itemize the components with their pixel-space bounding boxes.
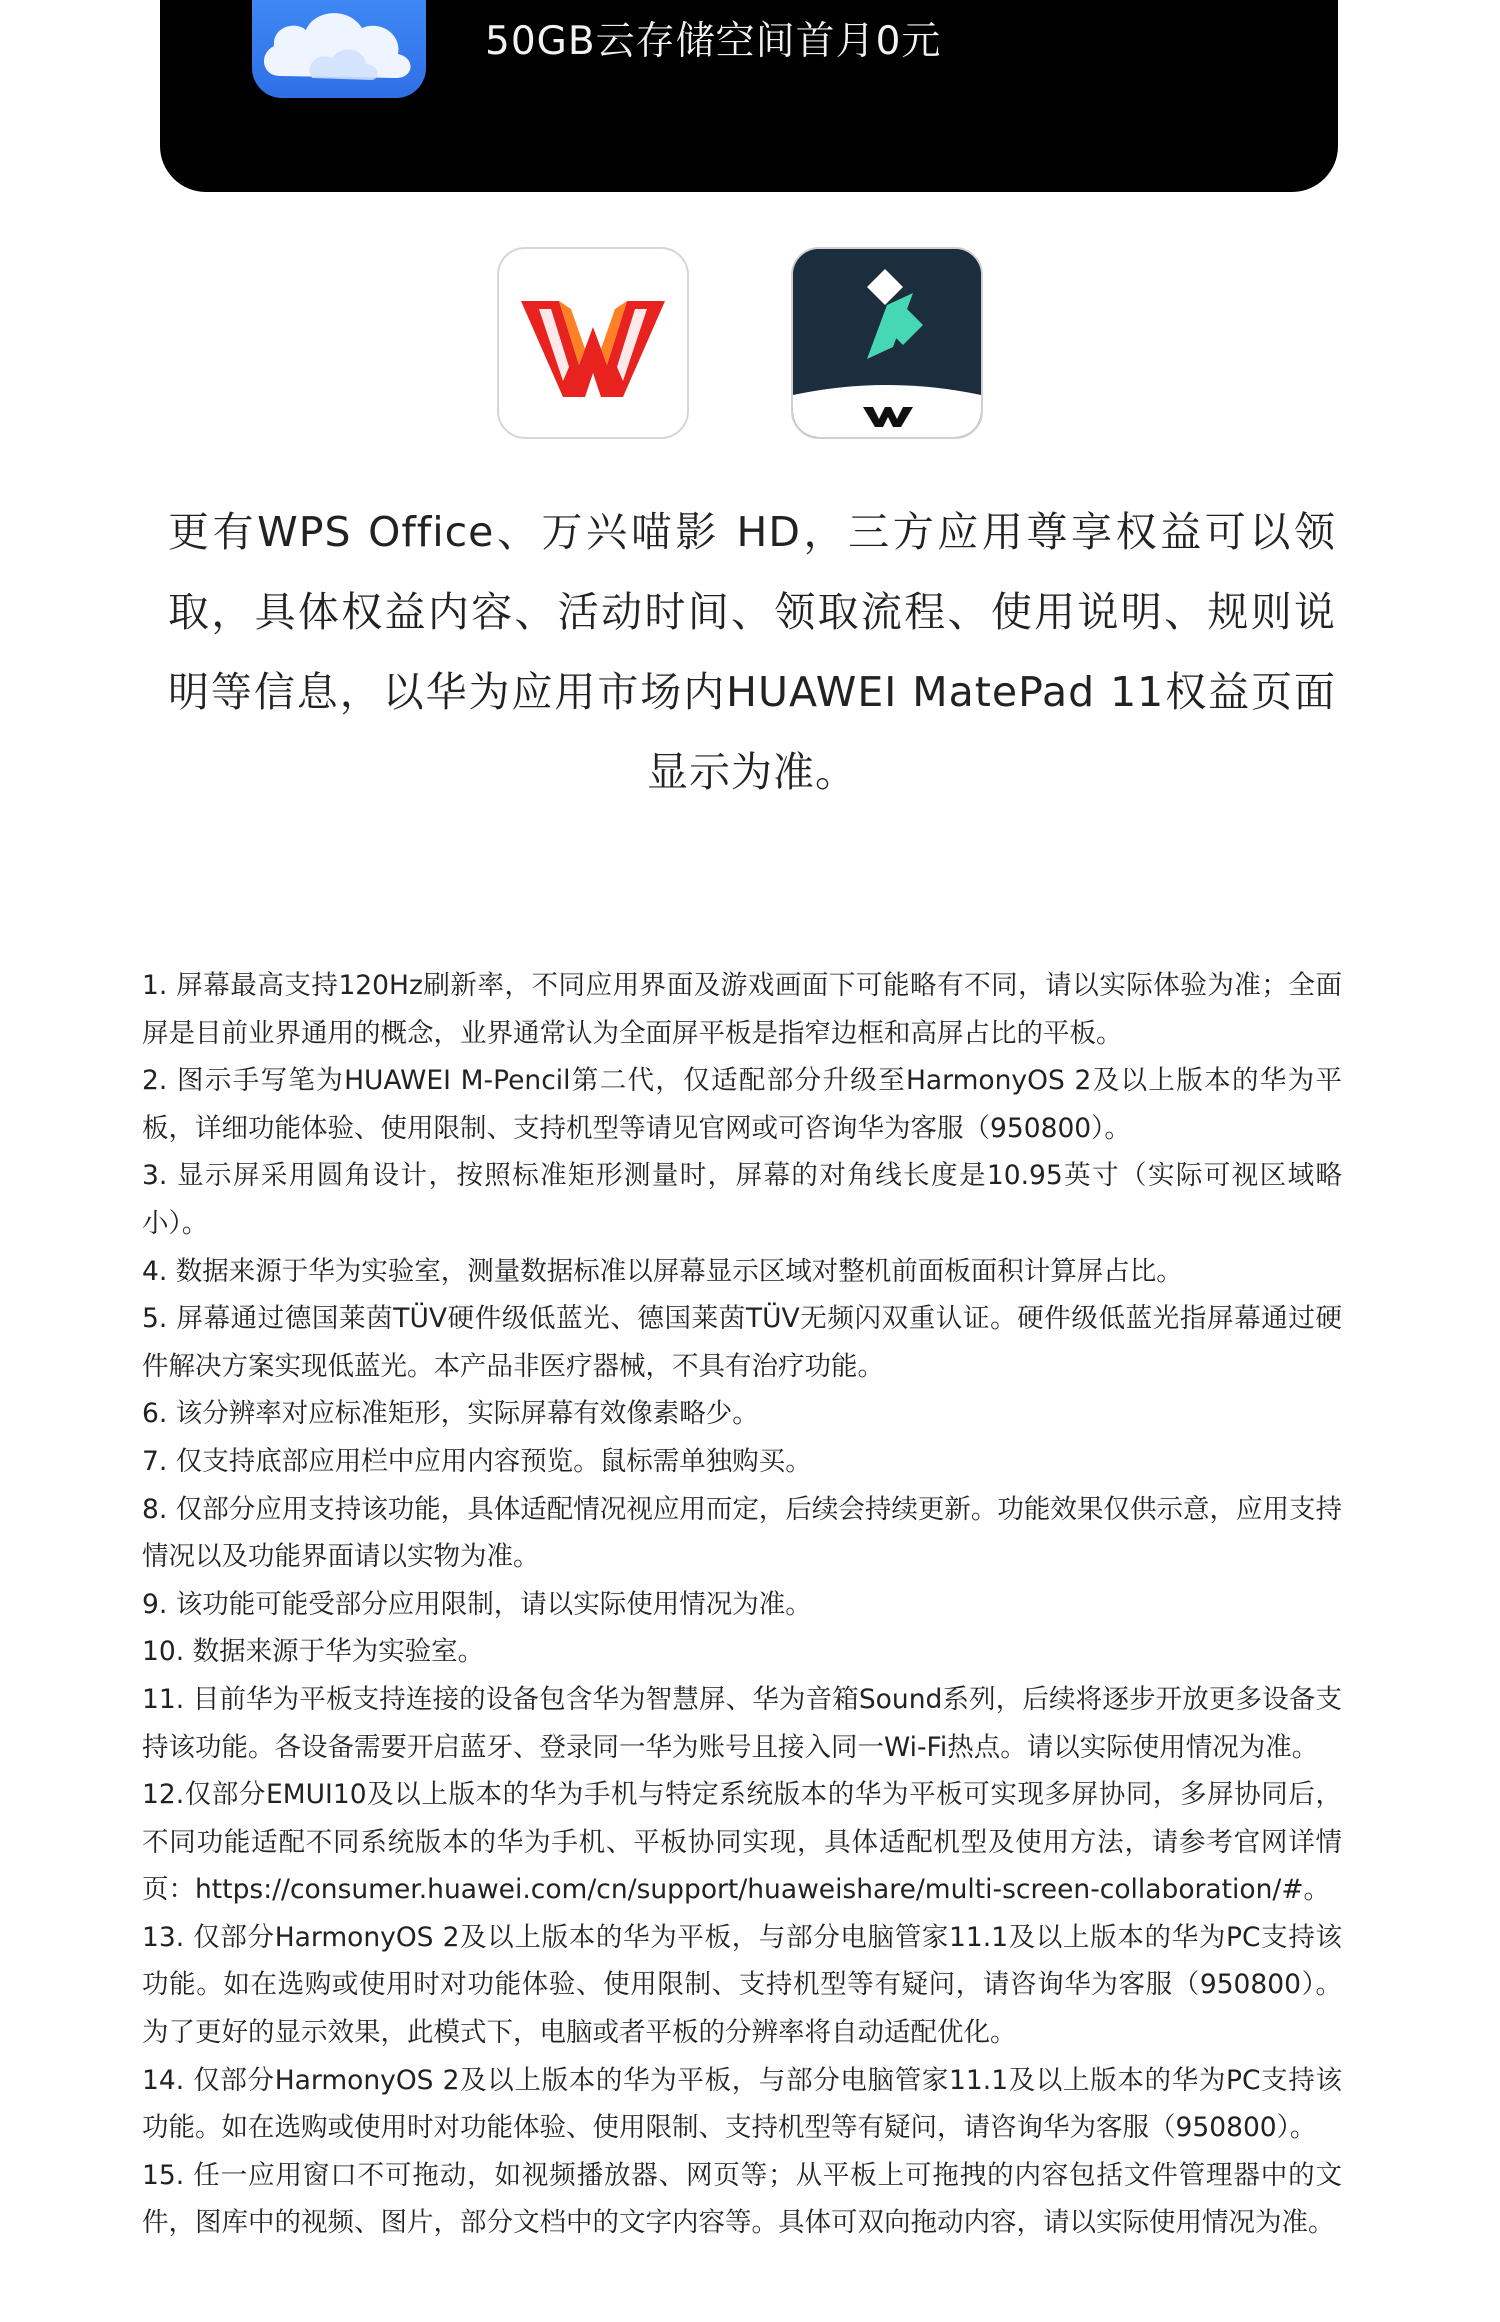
cloud-icon-graphic [252, 0, 426, 98]
footnote-item: 13. 仅部分HarmonyOS 2及以上版本的华为平板，与部分电脑管家11.1及以上版本的华为PC支持该功能。如在选购或使用时对功能体验、使用限制、支持机型等有疑问，请咨询华为客服（950800）。为了更好的显示效果，此模式下，电脑或者平板的分辨率将自动适配优化。 [142, 1921, 1342, 2049]
wondershare-filmora-icon [791, 247, 983, 439]
footnote-item: 9. 该功能可能受部分应用限制，请以实际使用情况为准。 [142, 1588, 812, 1620]
footnote-item: 5. 屏幕通过德国莱茵TÜV硬件级低蓝光、德国莱茵TÜV无频闪双重认证。硬件级低蓝光指屏幕通过硬件解决方案实现低蓝光。本产品非医疗器械，不具有治疗功能。 [142, 1303, 1342, 1382]
footnote-item: 10. 数据来源于华为实验室。 [142, 1636, 485, 1668]
footnotes-list [142, 962, 1342, 2247]
footnote-item: 11. 目前华为平板支持连接的设备包含华为智慧屏、华为音箱Sound系列，后续将逐步开放更多设备支持该功能。各设备需要开启蓝牙、登录同一华为账号且接入同一Wi-Fi热点。请以实际使用情况为准。 [142, 1683, 1342, 1763]
cloud-promo-card [160, 0, 1338, 192]
footnote-item: 2. 图示手写笔为HUAWEI M-Pencil第二代，仅适配部分升级至HarmonyOS 2及以上版本的华为平板，详细功能体验、使用限制、支持机型等请见官网或可咨询华为客服（950800）。 [142, 1065, 1342, 1144]
footnote-item: 1. 屏幕最高支持120Hz刷新率，不同应用界面及游戏画面下可能略有不同，请以实际体验为准；全面屏是目前业界通用的概念，业界通常认为全面屏平板是指窄边框和高屏占比的平板。 [142, 970, 1342, 1049]
footnote-item: 6. 该分辨率对应标准矩形，实际屏幕有效像素略少。 [142, 1398, 759, 1430]
footnote-item: 14. 仅部分HarmonyOS 2及以上版本的华为平板，与部分电脑管家11.1及以上版本的华为PC支持该功能。如在选购或使用时对功能体验、使用限制、支持机型等有疑问，请咨询华为客服（950800）。 [142, 2064, 1342, 2144]
footnote-item: 7. 仅支持底部应用栏中应用内容预览。鼠标需单独购买。 [142, 1445, 812, 1477]
cloud-storage-offer: 50GB云存储空间首月0元 [485, 19, 942, 64]
footnote-item: 15. 任一应用窗口不可拖动，如视频播放器、网页等；从平板上可拖拽的内容包括文件管理器中的文件，图库中的视频、图片，部分文档中的文字内容等。具体可双向拖动内容，请以实际使用情况为准。 [142, 2159, 1342, 2239]
footnote-item: 3. 显示屏采用圆角设计，按照标准矩形测量时，屏幕的对角线长度是10.95英寸（实际可视区域略小）。 [142, 1160, 1342, 1239]
third-party-benefit-text: 更有WPS Office、万兴喵影 HD，三方应用尊享权益可以领取，具体权益内容、活动时间、领取流程、使用说明、规则说明等信息，以华为应用市场内HUAWEI MatePad 11权益页面显示为准。 [168, 508, 1336, 796]
footnote-item: 8. 仅部分应用支持该功能，具体适配情况视应用而定，后续会持续更新。功能效果仅供示意，应用支持情况以及功能界面请以实物为准。 [142, 1493, 1342, 1573]
footnote-item: 12.仅部分EMUI10及以上版本的华为手机与特定系统版本的华为平板可实现多屏协同，多屏协同后，不同功能适配不同系统版本的华为手机、平板协同实现，具体适配机型及使用方法，请参考官网详情页：https://consumer.huawei.com/cn/support/huaweishare/multi-screen-collaboration/#。 [142, 1779, 1342, 1906]
cloud-title-cropped [485, 0, 675, 2]
footnote-item: 4. 数据来源于华为实验室，测量数据标准以屏幕显示区域对整机前面板面积计算屏占比。 [142, 1255, 1183, 1287]
cloud-icon [252, 0, 426, 98]
wps-office-icon [497, 247, 689, 439]
